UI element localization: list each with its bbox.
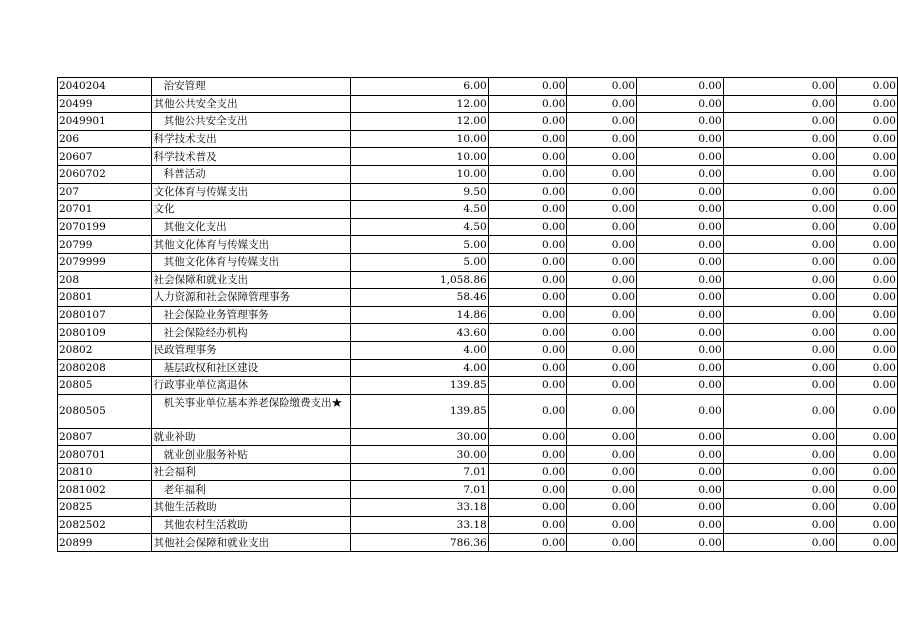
cell-name: 其他公共安全支出 (151, 113, 350, 131)
cell-value: 0.00 (637, 113, 724, 131)
cell-value: 0.00 (637, 218, 724, 236)
cell-value: 58.46 (350, 289, 488, 307)
cell-value: 0.00 (488, 201, 567, 219)
cell-value: 0.00 (837, 78, 898, 96)
cell-value: 0.00 (837, 271, 898, 289)
table-row (58, 130, 898, 148)
cell-value: 0.00 (723, 78, 836, 96)
cell-value: 0.00 (488, 341, 567, 359)
cell-value: 0.00 (723, 499, 836, 517)
cell-value: 0.00 (567, 306, 637, 324)
cell-name: 社会保障和就业支出 (151, 271, 350, 289)
cell-name: 其他农村生活救助 (151, 516, 350, 534)
cell-value: 0.00 (637, 394, 724, 428)
cell-code: 2070199 (58, 218, 152, 236)
cell-code: 20805 (58, 377, 152, 395)
cell-value: 0.00 (637, 516, 724, 534)
cell-code: 20899 (58, 534, 152, 552)
cell-value: 0.00 (637, 148, 724, 166)
cell-value: 0.00 (723, 165, 836, 183)
cell-value: 9.50 (350, 183, 488, 201)
cell-value: 1,058.86 (350, 271, 488, 289)
cell-value: 0.00 (837, 481, 898, 499)
cell-value: 0.00 (488, 130, 567, 148)
cell-name: 其他社会保障和就业支出 (151, 534, 350, 552)
cell-value: 0.00 (488, 165, 567, 183)
cell-value: 0.00 (637, 183, 724, 201)
cell-name: 行政事业单位离退休 (151, 377, 350, 395)
cell-value: 0.00 (637, 359, 724, 377)
cell-value: 0.00 (837, 516, 898, 534)
cell-code: 2081002 (58, 481, 152, 499)
cell-value: 0.00 (567, 183, 637, 201)
cell-code: 2080107 (58, 306, 152, 324)
cell-value: 4.00 (350, 359, 488, 377)
table-row (58, 481, 898, 499)
cell-name: 其他文化体育与传媒支出 (151, 253, 350, 271)
cell-value: 33.18 (350, 499, 488, 517)
table-row (58, 148, 898, 166)
cell-value: 0.00 (488, 481, 567, 499)
cell-value: 139.85 (350, 377, 488, 395)
cell-value: 0.00 (723, 289, 836, 307)
cell-value: 0.00 (837, 463, 898, 481)
cell-value: 0.00 (488, 463, 567, 481)
cell-value: 5.00 (350, 253, 488, 271)
cell-value: 0.00 (488, 394, 567, 428)
cell-value: 0.00 (567, 113, 637, 131)
cell-value: 0.00 (723, 95, 836, 113)
cell-value: 0.00 (637, 78, 724, 96)
cell-value: 0.00 (837, 306, 898, 324)
cell-value: 0.00 (837, 446, 898, 464)
cell-value: 0.00 (567, 218, 637, 236)
cell-value: 0.00 (488, 446, 567, 464)
cell-name: 文化 (151, 201, 350, 219)
table-row (58, 183, 898, 201)
cell-value: 0.00 (723, 377, 836, 395)
cell-value: 0.00 (723, 428, 836, 446)
cell-value: 0.00 (488, 218, 567, 236)
cell-code: 2049901 (58, 113, 152, 131)
cell-value: 0.00 (567, 130, 637, 148)
cell-name: 其他文化体育与传媒支出 (151, 236, 350, 254)
cell-value: 0.00 (637, 324, 724, 342)
cell-value: 7.01 (350, 481, 488, 499)
cell-value: 12.00 (350, 95, 488, 113)
cell-value: 0.00 (567, 428, 637, 446)
cell-value: 7.01 (350, 463, 488, 481)
cell-value: 0.00 (723, 341, 836, 359)
cell-value: 0.00 (837, 95, 898, 113)
cell-value: 0.00 (567, 516, 637, 534)
cell-value: 30.00 (350, 446, 488, 464)
cell-value: 33.18 (350, 516, 488, 534)
table-row (58, 165, 898, 183)
budget-table (57, 77, 898, 552)
cell-value: 0.00 (723, 306, 836, 324)
cell-value: 0.00 (637, 428, 724, 446)
cell-value: 0.00 (837, 359, 898, 377)
table-row (58, 201, 898, 219)
cell-value: 0.00 (837, 148, 898, 166)
cell-code: 2080505 (58, 394, 152, 428)
table-row (58, 428, 898, 446)
cell-name: 基层政权和社区建设 (151, 359, 350, 377)
cell-value: 0.00 (567, 165, 637, 183)
table-row (58, 253, 898, 271)
cell-value: 0.00 (567, 289, 637, 307)
cell-value: 0.00 (488, 516, 567, 534)
table-row (58, 463, 898, 481)
cell-value: 0.00 (723, 148, 836, 166)
cell-value: 0.00 (488, 428, 567, 446)
cell-code: 20807 (58, 428, 152, 446)
cell-value: 10.00 (350, 130, 488, 148)
cell-value: 43.60 (350, 324, 488, 342)
cell-value: 0.00 (837, 236, 898, 254)
cell-value: 0.00 (488, 78, 567, 96)
cell-value: 0.00 (567, 394, 637, 428)
cell-name: 民政管理事务 (151, 341, 350, 359)
cell-name: 就业补助 (151, 428, 350, 446)
cell-name: 社会福利 (151, 463, 350, 481)
cell-value: 0.00 (567, 324, 637, 342)
cell-value: 0.00 (723, 446, 836, 464)
cell-value: 0.00 (488, 289, 567, 307)
cell-name: 其他文化支出 (151, 218, 350, 236)
table-row (58, 341, 898, 359)
cell-value: 10.00 (350, 148, 488, 166)
cell-value: 0.00 (723, 481, 836, 499)
cell-name: 社会保险经办机构 (151, 324, 350, 342)
cell-value: 0.00 (837, 113, 898, 131)
cell-value: 0.00 (488, 271, 567, 289)
cell-value: 0.00 (837, 377, 898, 395)
cell-name: 科普活动 (151, 165, 350, 183)
cell-value: 0.00 (637, 306, 724, 324)
cell-value: 0.00 (723, 324, 836, 342)
cell-code: 20701 (58, 201, 152, 219)
table-row (58, 394, 898, 428)
cell-value: 0.00 (837, 324, 898, 342)
cell-value: 0.00 (637, 534, 724, 552)
cell-value: 139.85 (350, 394, 488, 428)
cell-value: 0.00 (837, 253, 898, 271)
table-row (58, 534, 898, 552)
cell-value: 0.00 (567, 78, 637, 96)
cell-code: 20801 (58, 289, 152, 307)
table-row (58, 499, 898, 517)
cell-value: 30.00 (350, 428, 488, 446)
cell-value: 0.00 (637, 289, 724, 307)
table-row (58, 78, 898, 96)
table-row (58, 377, 898, 395)
cell-value: 0.00 (637, 236, 724, 254)
table-row (58, 359, 898, 377)
cell-value: 0.00 (637, 253, 724, 271)
cell-value: 0.00 (488, 236, 567, 254)
cell-value: 0.00 (837, 499, 898, 517)
cell-code: 20607 (58, 148, 152, 166)
cell-value: 0.00 (837, 201, 898, 219)
cell-value: 0.00 (637, 463, 724, 481)
cell-value: 0.00 (488, 95, 567, 113)
table-row (58, 95, 898, 113)
cell-value: 0.00 (837, 165, 898, 183)
table-body (58, 78, 898, 552)
cell-value: 0.00 (488, 113, 567, 131)
cell-value: 0.00 (837, 394, 898, 428)
cell-value: 0.00 (567, 236, 637, 254)
table-row (58, 113, 898, 131)
cell-value: 0.00 (567, 377, 637, 395)
cell-name: 文化体育与传媒支出 (151, 183, 350, 201)
cell-code: 2080208 (58, 359, 152, 377)
cell-value: 0.00 (567, 446, 637, 464)
cell-value: 0.00 (488, 359, 567, 377)
cell-value: 0.00 (488, 499, 567, 517)
cell-value: 14.86 (350, 306, 488, 324)
cell-value: 0.00 (723, 130, 836, 148)
cell-name: 其他公共安全支出 (151, 95, 350, 113)
cell-value: 0.00 (837, 218, 898, 236)
cell-value: 0.00 (723, 359, 836, 377)
table-row (58, 236, 898, 254)
cell-code: 20802 (58, 341, 152, 359)
cell-value: 0.00 (637, 201, 724, 219)
cell-code: 208 (58, 271, 152, 289)
cell-name: 社会保险业务管理事务 (151, 306, 350, 324)
cell-value: 0.00 (567, 148, 637, 166)
cell-code: 2040204 (58, 78, 152, 96)
cell-value: 0.00 (637, 377, 724, 395)
cell-value: 0.00 (488, 253, 567, 271)
cell-value: 0.00 (723, 271, 836, 289)
cell-value: 0.00 (637, 95, 724, 113)
cell-value: 0.00 (637, 130, 724, 148)
table-row (58, 324, 898, 342)
cell-value: 0.00 (837, 341, 898, 359)
cell-name: 机关事业单位基本养老保险缴费支出★ (151, 394, 350, 428)
cell-value: 786.36 (350, 534, 488, 552)
cell-value: 0.00 (637, 165, 724, 183)
table-row (58, 306, 898, 324)
cell-value: 0.00 (637, 499, 724, 517)
cell-value: 0.00 (567, 95, 637, 113)
cell-value: 0.00 (488, 324, 567, 342)
cell-value: 6.00 (350, 78, 488, 96)
cell-value: 0.00 (488, 148, 567, 166)
cell-name: 其他生活救助 (151, 499, 350, 517)
cell-value: 0.00 (837, 130, 898, 148)
table-row (58, 289, 898, 307)
table-row (58, 218, 898, 236)
cell-value: 0.00 (488, 306, 567, 324)
cell-value: 0.00 (567, 534, 637, 552)
table-row (58, 516, 898, 534)
cell-value: 0.00 (637, 271, 724, 289)
cell-name: 老年福利 (151, 481, 350, 499)
cell-code: 207 (58, 183, 152, 201)
cell-value: 0.00 (488, 534, 567, 552)
cell-value: 4.50 (350, 201, 488, 219)
table-row (58, 271, 898, 289)
cell-value: 0.00 (637, 446, 724, 464)
cell-value: 4.50 (350, 218, 488, 236)
cell-value: 0.00 (567, 201, 637, 219)
cell-value: 0.00 (567, 253, 637, 271)
cell-code: 206 (58, 130, 152, 148)
cell-code: 2060702 (58, 165, 152, 183)
cell-value: 0.00 (637, 341, 724, 359)
cell-code: 20825 (58, 499, 152, 517)
cell-value: 0.00 (723, 394, 836, 428)
cell-value: 0.00 (488, 183, 567, 201)
cell-value: 0.00 (637, 481, 724, 499)
cell-name: 科学技术支出 (151, 130, 350, 148)
cell-value: 0.00 (567, 481, 637, 499)
cell-value: 0.00 (837, 428, 898, 446)
cell-code: 20810 (58, 463, 152, 481)
cell-name: 人力资源和社会保障管理事务 (151, 289, 350, 307)
cell-value: 0.00 (723, 183, 836, 201)
cell-name: 就业创业服务补贴 (151, 446, 350, 464)
cell-value: 4.00 (350, 341, 488, 359)
cell-value: 0.00 (723, 463, 836, 481)
cell-code: 2082502 (58, 516, 152, 534)
cell-code: 20799 (58, 236, 152, 254)
cell-code: 2080701 (58, 446, 152, 464)
cell-value: 0.00 (837, 534, 898, 552)
cell-value: 0.00 (723, 236, 836, 254)
cell-value: 0.00 (567, 463, 637, 481)
cell-code: 2080109 (58, 324, 152, 342)
cell-value: 0.00 (723, 516, 836, 534)
cell-value: 0.00 (837, 183, 898, 201)
cell-value: 0.00 (567, 271, 637, 289)
cell-value: 0.00 (723, 113, 836, 131)
cell-value: 0.00 (837, 289, 898, 307)
cell-code: 20499 (58, 95, 152, 113)
cell-value: 0.00 (567, 359, 637, 377)
cell-value: 0.00 (567, 499, 637, 517)
cell-name: 治安管理 (151, 78, 350, 96)
cell-value: 0.00 (723, 253, 836, 271)
cell-value: 5.00 (350, 236, 488, 254)
table-row (58, 446, 898, 464)
cell-value: 0.00 (488, 377, 567, 395)
cell-value: 0.00 (567, 341, 637, 359)
cell-code: 2079999 (58, 253, 152, 271)
cell-value: 0.00 (723, 218, 836, 236)
cell-value: 12.00 (350, 113, 488, 131)
cell-value: 0.00 (723, 201, 836, 219)
cell-value: 10.00 (350, 165, 488, 183)
cell-value: 0.00 (723, 534, 836, 552)
cell-name: 科学技术普及 (151, 148, 350, 166)
